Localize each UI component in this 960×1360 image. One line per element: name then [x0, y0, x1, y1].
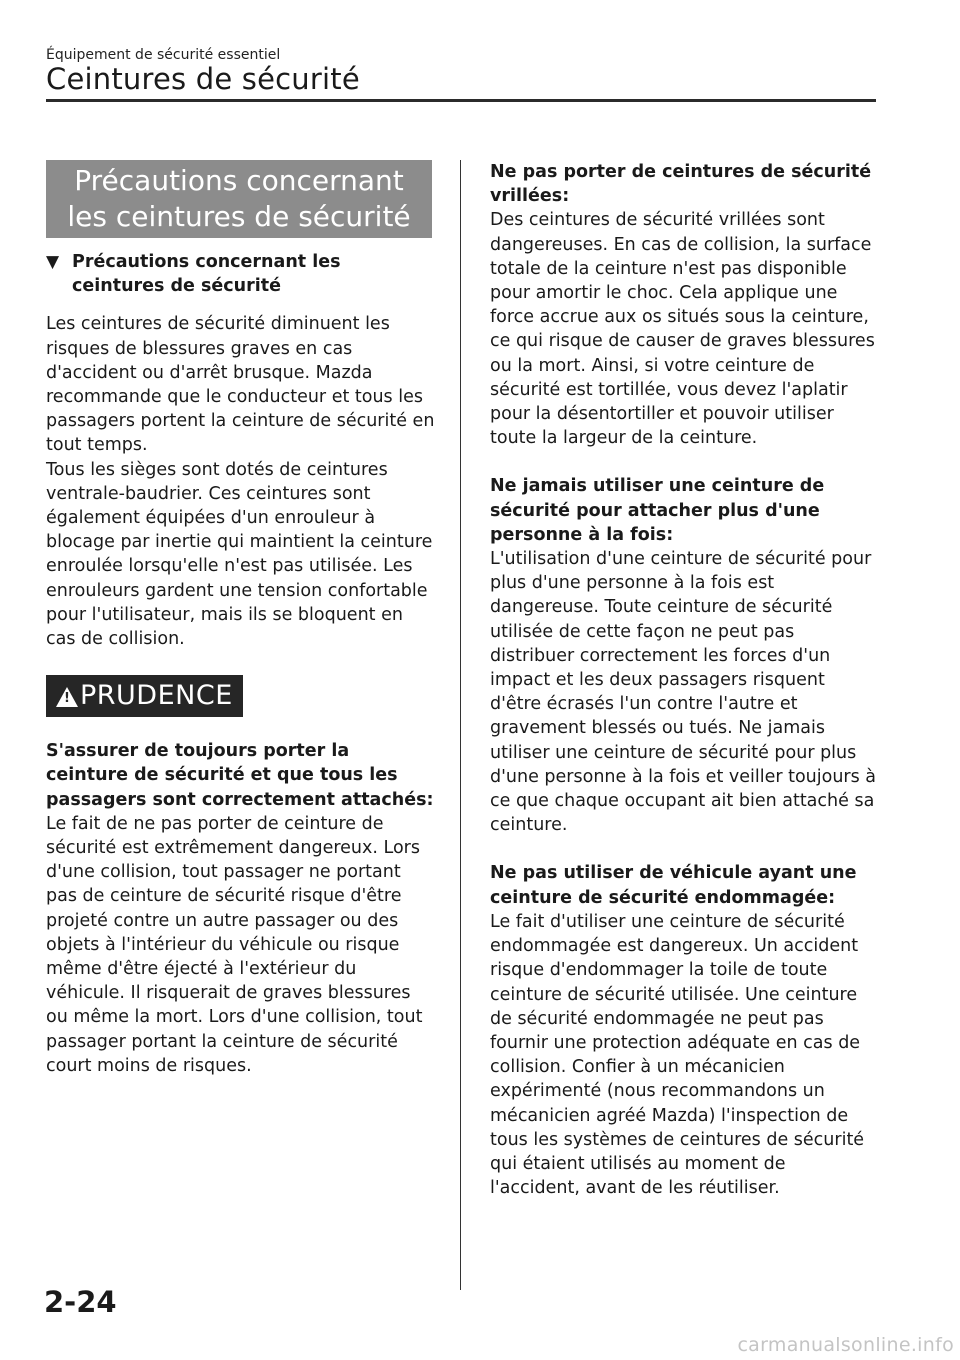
page-number: 2-24	[44, 1285, 117, 1319]
right-column	[490, 160, 880, 1224]
column-divider	[460, 160, 461, 1290]
warning-title: Ne pas porter de ceintures de sécurité vrillées:	[490, 162, 872, 207]
section-title-line-1: Précautions concernant	[74, 164, 404, 197]
left-column	[46, 250, 436, 1102]
warning-triangle-icon	[56, 687, 78, 707]
chapter-label: Équipement de sécurité essentiel	[46, 47, 281, 63]
subheading	[46, 250, 436, 298]
paragraph-retractor: Tous les sièges sont dotés de ceintures ventrale-baudrier. Ces ceintures sont également équipées d'un enrouleur à blocage par inertie qui maintient la ceinture enroulée lorsqu'elle n'est pas utilisée. Les enrouleurs gardent une tension confortable pour l'utilisateur, mais ils se bloquent en cas de collision.	[46, 459, 433, 650]
warning-block-one-person	[490, 474, 880, 837]
warning-body: Des ceintures de sécurité vrillées sont dangereuses. En cas de collision, la surface totale de la ceinture n'est pas disponible pour amortir le choc. Cela applique une force accrue aux os situés sous la ceinture, ce qui risque de causer de graves blessures ou la mort. Ainsi, si votre ceinture de sécurité est tortillée, vous devez l'aplatir pour la désentortiller et pouvoir utiliser toute la largeur de la ceinture.	[490, 210, 875, 449]
warning-block-damaged-belt	[490, 861, 880, 1200]
warning-title: S'assurer de toujours porter la ceinture de sécurité et que tous les passagers sont correctement attachés:	[46, 741, 434, 810]
section-heading-box	[46, 160, 432, 238]
caution-badge	[46, 675, 243, 717]
warning-body: Le fait d'utiliser une ceinture de sécurité endommagée est dangereux. Un accident risque d'endommager la toile de toute ceinture de sécurité utilisée. Une ceinture de sécurité endommagée ne peut pas fournir une protection adéquate en cas de collision. Confier à un mécanicien expérimenté (nous recommandons un mécanicien agréé Mazda) l'inspection de tous les systèmes de ceintures de sécurité qui étaient utilisés au moment de l'accident, avant de les réutiliser.	[490, 911, 865, 1199]
triangle-down-icon: ▼	[46, 252, 60, 272]
paragraph-intro: Les ceintures de sécurité diminuent les risques de blessures graves en cas d'accident ou d'arrêt brusque. Mazda recommande que le conducteur et tous les passagers portent la ceinture de sécurité en tout temps.	[46, 314, 435, 456]
warning-body: Le fait de ne pas porter de ceinture de sécurité est extrêmement dangereux. Lors d'une collision, tout passager ne portant pas de ceinture de sécurité risque d'être projeté contre un autre passager ou des objets à l'intérieur du véhicule ou risque même d'être éjecté à l'extérieur du véhicule. Il risquerait de graves blessures ou même la mort. Lors d'une collision, tout passager portant la ceinture de sécurité court moins de risques.	[46, 813, 423, 1076]
warning-block-twisted-belts	[490, 160, 880, 450]
warning-title: Ne jamais utiliser une ceinture de sécurité pour attacher plus d'une personne à la fois:	[490, 476, 825, 545]
subheading-text: Précautions concernant les ceintures de sécurité	[72, 252, 341, 297]
warning-body: L'utilisation d'une ceinture de sécurité pour plus d'une personne à la fois est dangereuse. Toute ceinture de sécurité utilisée de cette façon ne peut pas distribuer correctement les forces d'un impact et les deux passagers risquent d'être écrasés l'un contre l'autre et gravement blessés ou tués. Ne jamais utiliser une ceinture de sécurité pour plus d'une personne à la fois et veiller toujours à ce que chaque occupant ait bien attaché sa ceinture.	[490, 549, 877, 836]
page-title: Ceintures de sécurité	[46, 62, 360, 96]
warning-title: Ne pas utiliser de véhicule ayant une ceinture de sécurité endommagée:	[490, 863, 857, 908]
caution-label: PRUDENCE	[80, 680, 233, 712]
header-divider	[46, 99, 876, 102]
section-title-line-2: les ceintures de sécurité	[67, 200, 411, 233]
warning-block-always-wear	[46, 739, 436, 1078]
watermark: carmanualsonline.info	[737, 1334, 954, 1356]
